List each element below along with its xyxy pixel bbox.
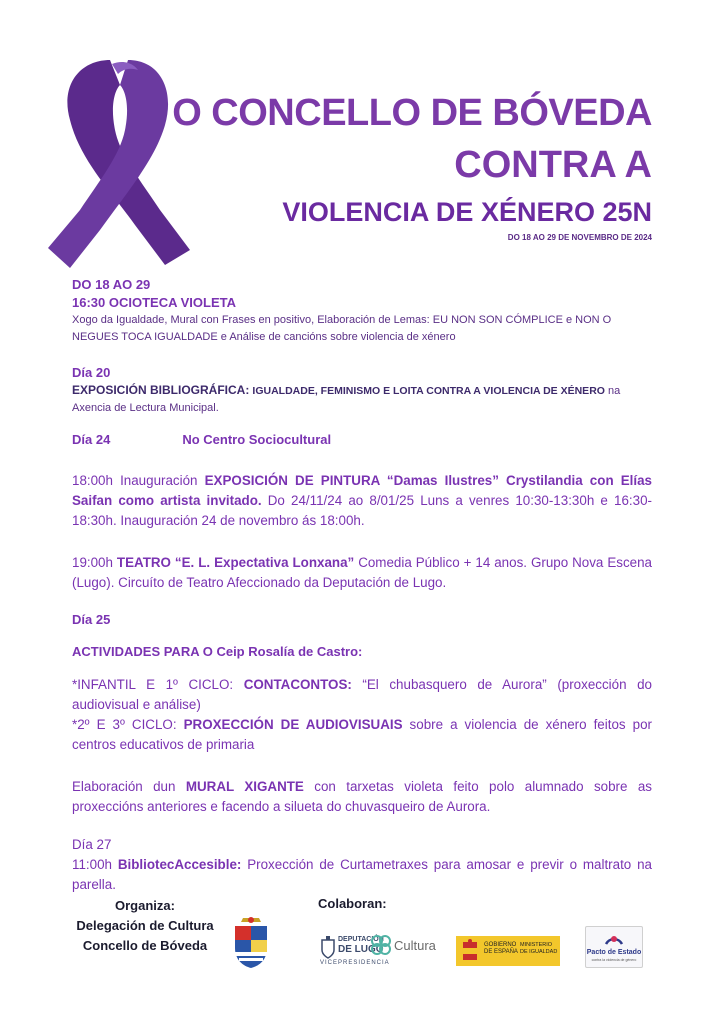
organizer-block [70, 896, 220, 956]
coat-of-arms-icon [231, 916, 271, 968]
teatro-paragraph [72, 553, 652, 593]
title-line-1: O CONCELLO DE BÓVEDA [172, 92, 652, 134]
pintura-paragraph [72, 471, 652, 531]
pintura-time: 18:00h Inauguración [72, 473, 205, 488]
section-heading-dia-24 [72, 431, 652, 449]
teatro-time: 19:00h [72, 555, 117, 570]
ciclo-label: *2º E 3º CICLO: [72, 717, 184, 732]
contacontos-label: CONTACONTOS: [243, 677, 352, 692]
awareness-ribbon-icon [40, 50, 200, 270]
ministerio-text-2: DE IGUALDAD [520, 949, 558, 955]
dia-24-label: Día 24 [72, 432, 111, 447]
teatro-details: Comedia Público + 14 anos. Grupo Nova Escena (Lugo). Circuíto de Teatro Afeccionado da Deputación de Lugo. [72, 555, 652, 590]
gobierno-text-2: DE ESPAÑA [484, 949, 518, 955]
infantil-item [72, 675, 652, 715]
date-range: DO 18 AO 29 DE NOVEMBRO DE 2024 [507, 233, 652, 242]
exposicion-tail-1: na [604, 385, 621, 397]
infantil-label: *INFANTIL E 1º CICLO: [72, 677, 244, 692]
deputacion-text-2: DE LUGO [338, 944, 384, 955]
mural-intro: Elaboración dun [72, 779, 186, 794]
section-heading-dia-27: Día 27 [72, 837, 112, 852]
deputacion-text-3: VICEPRESIDENCIA [320, 960, 390, 966]
pintura-schedule: Do 24/11/24 ao 8/01/25 Luns a venres 10:30-13:30h e 16:30-18:30h. Inauguración 24 de novembro ás 18:00h. [72, 493, 652, 528]
gobierno-text-1: GOBIERNO [484, 942, 517, 948]
section-heading-dia-25: Día 25 [72, 612, 111, 627]
organizer-line-2: Concello de Bóveda [82, 938, 208, 953]
biblioteca-text: Proxección de Curtametraxes para amosar e previr o maltrato na parella. [72, 857, 652, 892]
exposicion-topic: IGUALDADE, FEMINISMO E LOITA CONTRA A VIOLENCIA DE XÉNERO [252, 385, 605, 397]
ocioteca-text: Xogo da Igualdade, Mural con Frases en positivo, Elaboración de Lemas: EU NON SON CÓMPLICE e NON O NEGUES TOCA IGUALDADE e Análise de cancións sobre violencia de xénero [72, 314, 612, 343]
teatro-title: TEATRO “E. L. Expectativa Lonxana” [116, 555, 355, 570]
colaboran-label: Colaboran: [318, 896, 387, 911]
ministerio-text-1: MINISTERIO [520, 942, 553, 948]
exposicion-tail-2: Axencia de Lectura Municipal. [72, 402, 219, 414]
deputacion-text-1: DEPUTACIÓN [338, 936, 384, 943]
cultura-text: Cultura [394, 938, 436, 953]
activities-heading: ACTIVIDADES PARA O Ceip Rosalía de Castro: [72, 644, 363, 659]
pacto-logo-icon [585, 926, 643, 968]
pintura-title: EXPOSICIÓN DE PINTURA “Damas Ilustres” Crystilandia con Elías Saifan como artista invitado. [72, 473, 652, 508]
footer [0, 896, 724, 1016]
mural-paragraph [72, 777, 652, 817]
organiza-label: Organiza: [115, 898, 175, 913]
biblioteca-paragraph [72, 855, 652, 895]
section-heading-dia-20: Día 20 [72, 365, 111, 380]
title-line-3: VIOLENCIA DE XÉNERO 25N [282, 197, 652, 227]
exposicion-text [72, 382, 652, 417]
biblioteca-title: BibliotecAccesible: [117, 857, 242, 872]
contacontos-text: “El chubasquero de Aurora” (proxección do audiovisual e análise) [72, 677, 653, 712]
mural-title: MURAL XIGANTE [185, 779, 304, 794]
audiovisuais-text: sobre a violencia de xénero feitos por centros educativos de primaria [72, 717, 652, 752]
title-line-2: CONTRA A [454, 144, 652, 186]
mural-text: con tarxetas violeta feito polo alumnado sobre as proxeccións anteriores e facendo a silueta do chuvasqueiro de Aurora. [72, 779, 652, 814]
pacto-subtext: contra la violencia de género [591, 958, 637, 962]
ciclo-item [72, 715, 652, 755]
exposicion-label: EXPOSICIÓN BIBLIOGRÁFICA: [72, 383, 250, 397]
biblioteca-time: 11:00h [72, 857, 118, 872]
ocioteca-heading: 16:30 OCIOTECA VIOLETA [72, 295, 236, 310]
organizer-line-1: Delegación de Cultura [76, 918, 214, 933]
gobierno-logo-icon [456, 936, 560, 966]
deputacion-logo-icon [318, 934, 438, 970]
section-heading-18-29: DO 18 AO 29 [72, 277, 151, 292]
dia-24-place: No Centro Sociocultural [182, 432, 332, 447]
program-content [72, 276, 652, 895]
audiovisuais-label: PROXECCIÓN DE AUDIOVISUAIS [183, 717, 403, 732]
pacto-text: Pacto de Estado [586, 949, 642, 956]
